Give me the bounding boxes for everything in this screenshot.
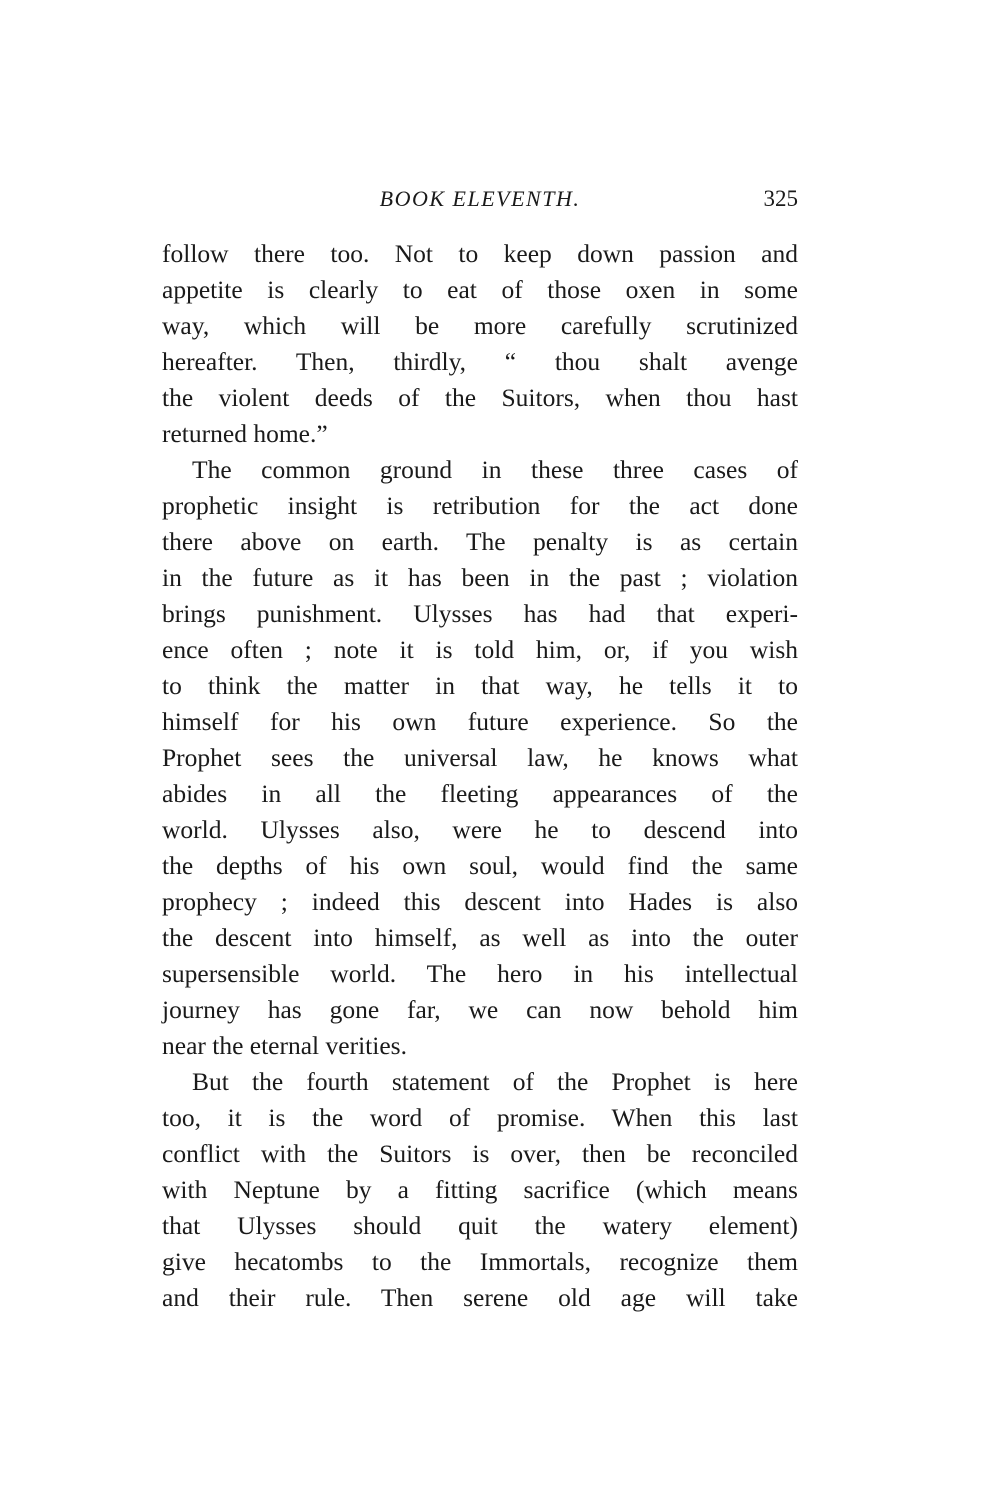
text-line: abides in all the fleeting appearances of the [162,779,798,808]
text-line: too, it is the word of promise. When this last [162,1103,798,1132]
text-line: give hecatombs to the Immortals, recognize them [162,1247,798,1276]
text-line: the depths of his own soul, would find the same [162,851,798,880]
text-line: follow there too. Not to keep down passion and [162,239,798,268]
text-line: way, which will be more carefully scrutinized [162,311,798,340]
paragraph-2 [162,452,798,1064]
running-title: BOOK ELEVENTH. [379,186,581,211]
text-line: the violent deeds of the Suitors, when thou hast [162,383,798,412]
text-line: ence often ; note it is told him, or, if you wish [162,635,798,664]
text-line: to think the matter in that way, he tells it to [162,671,798,700]
text-line: Prophet sees the universal law, he knows what [162,743,798,772]
text-line: But the fourth statement of the Prophet is here [192,1067,798,1096]
page-number: 325 [763,186,798,211]
text-line: prophetic insight is retribution for the act done [162,491,798,520]
running-head [162,186,798,216]
body-text [162,236,798,1316]
text-line: The common ground in these three cases of [192,455,798,484]
text-line: appetite is clearly to eat of those oxen in some [162,275,798,304]
text-line: hereafter. Then, thirdly, “ thou shalt avenge [162,347,798,376]
text-line: conflict with the Suitors is over, then be reconciled [162,1139,798,1168]
text-line: and their rule. Then serene old age will take [162,1283,798,1312]
text-line: prophecy ; indeed this descent into Hades is also [162,887,798,916]
paragraph-1 [162,236,798,452]
text-line: near the eternal verities. [162,1031,407,1060]
text-line: there above on earth. The penalty is as certain [162,527,798,556]
text-line: in the future as it has been in the past ; violation [162,563,798,592]
paragraph-3 [162,1064,798,1316]
text-line: world. Ulysses also, were he to descend into [162,815,798,844]
text-line: supersensible world. The hero in his intellectual [162,959,798,988]
text-line: journey has gone far, we can now behold him [162,995,798,1024]
text-line: brings punishment. Ulysses has had that experi- [162,599,798,628]
text-line: the descent into himself, as well as into the outer [162,923,798,952]
text-line: returned home.” [162,419,328,448]
text-line: with Neptune by a fitting sacrifice (which means [162,1175,798,1204]
text-line: that Ulysses should quit the watery element) [162,1211,798,1240]
text-line: himself for his own future experience. So the [162,707,798,736]
